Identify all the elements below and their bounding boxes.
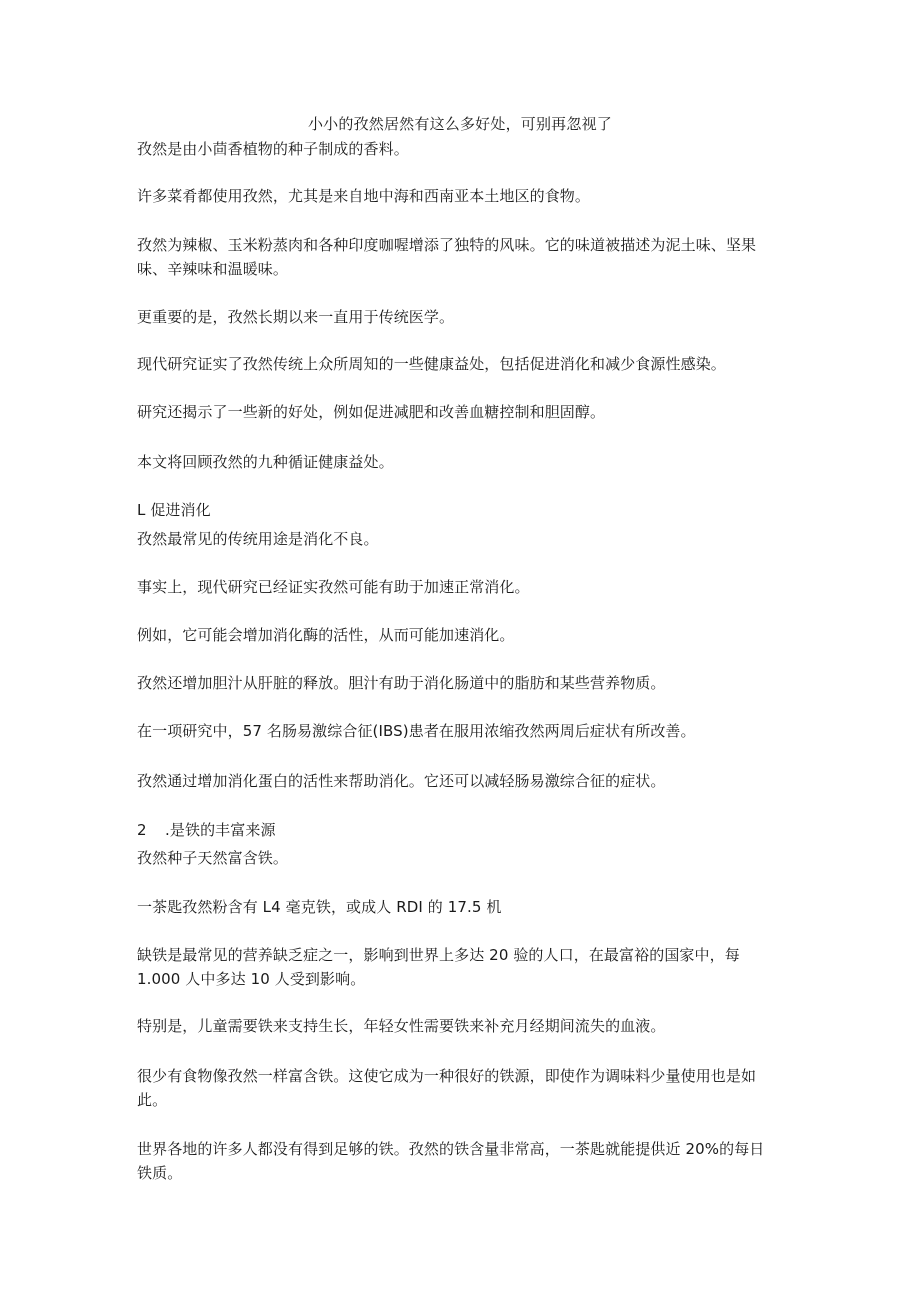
paragraph-line: 此。 [137,1091,168,1109]
paragraph-line: 缺铁是最常见的营养缺乏症之一，影响到世界上多达 20 验的人口，在最富裕的国家中，每 [137,946,740,964]
section-heading: L 促进消化 [137,501,211,519]
section-heading-text: .是铁的丰富来源 [165,821,276,839]
paragraph: 更重要的是，孜然长期以来一直用于传统医学。 [137,308,455,326]
paragraph: 在一项研究中，57 名肠易激综合征(IBS)患者在服用浓缩孜然两周后症状有所改善。 [137,722,696,740]
paragraph: 研究还揭示了一些新的好处，例如促进减肥和改善血糖控制和胆固醇。 [137,403,606,421]
paragraph: 一茶匙孜然粉含有 L4 毫克铁，或成人 RDI 的 17.5 机 [137,898,502,916]
section-number: 2 [137,821,147,839]
paragraph-line: 孜然为辣椒、玉米粉蒸肉和各种印度咖喔增添了独特的风味。它的味道被描述为泥土味、坚果 [137,236,757,254]
paragraph: 例如，它可能会增加消化酶的活性，从而可能加速消化。 [137,626,515,644]
paragraph: 孜然通过增加消化蛋白的活性来帮助消化。它还可以减轻肠易激综合征的症状。 [137,772,666,790]
paragraph: 许多菜肴都使用孜然，尤其是来自地中海和西南亚本土地区的食物。 [137,187,591,205]
paragraph: 本文将回顾孜然的九种循证健康益处。 [137,453,394,471]
paragraph-line: 味、辛辣味和温暖味。 [137,260,289,278]
paragraph-line: 世界各地的许多人都没有得到足够的铁。孜然的铁含量非常高，一茶匙就能提供近 20%的每日 [137,1140,765,1158]
paragraph: 现代研究证实了孜然传统上众所周知的一些健康益处，包括促进消化和减少食源性感染。 [137,355,726,373]
section-heading [137,818,787,842]
paragraph: 特别是，儿童需要铁来支持生长，年轻女性需要铁来补充月经期间流失的血液。 [137,1017,666,1035]
paragraph: 孜然还增加胆汁从肝脏的释放。胆汁有助于消化肠道中的脂肪和某些营养物质。 [137,674,666,692]
paragraph-line: 铁质。 [137,1164,183,1182]
paragraph: 孜然是由小茴香植物的种子制成的香料。 [137,140,409,158]
paragraph: 孜然种子天然富含铁。 [137,849,289,867]
paragraph-line: 1.000 人中多达 10 人受到影响。 [137,970,366,988]
paragraph: 事实上，现代研究已经证实孜然可能有助于加速正常消化。 [137,578,530,596]
paragraph: 孜然最常见的传统用途是消化不良。 [137,530,379,548]
paragraph-line: 很少有食物像孜然一样富含铁。这使它成为一种很好的铁源，即使作为调味料少量使用也是如 [137,1067,757,1085]
document-title: 小小的孜然居然有这么多好处，可别再忽视了 [307,115,612,133]
